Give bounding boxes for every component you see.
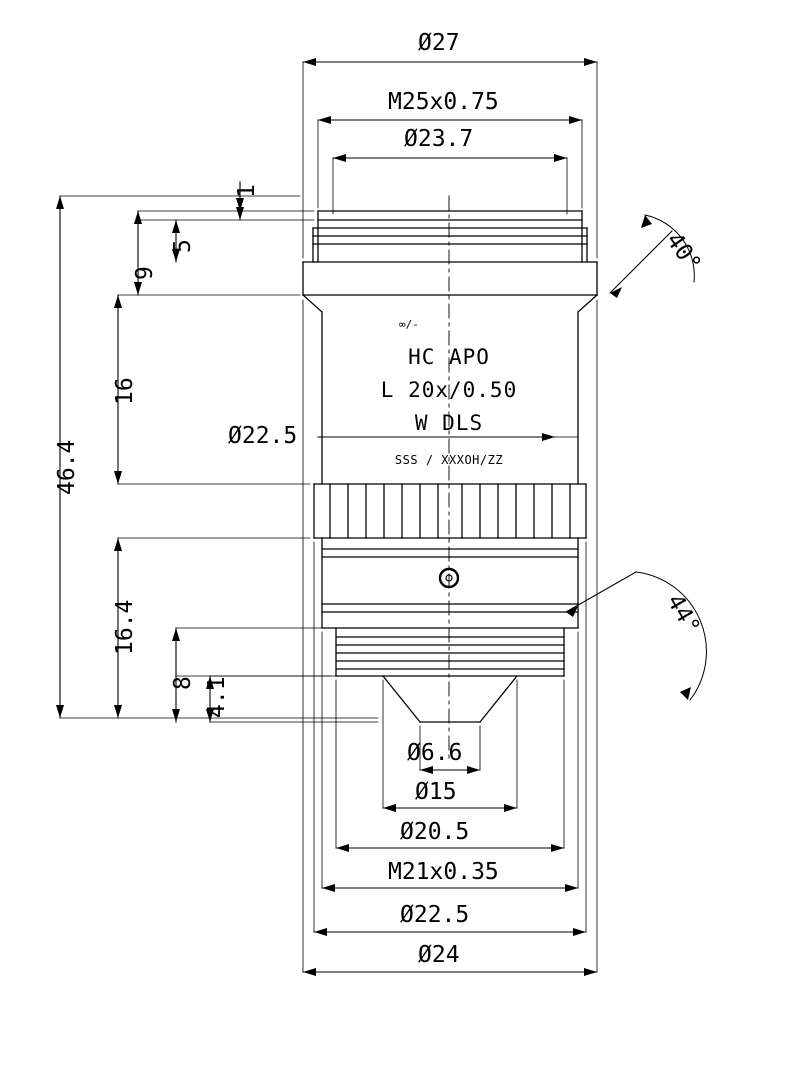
engraving-line-1: HC APO [408, 345, 490, 369]
angle-bottom-label: 44° [661, 590, 705, 639]
lower-barrel [322, 538, 578, 628]
dim-tip-height: 4.1 [204, 676, 230, 718]
dim-top-outer: Ø27 [418, 30, 460, 56]
nose-thread-section [322, 628, 578, 676]
dim-top-thread: M25x0.75 [388, 89, 499, 115]
engraving-line-2: L 20x/0.50 [380, 378, 518, 402]
dim-aperture: Ø6.6 [407, 740, 463, 766]
dim-nose-height: 8 [170, 676, 196, 690]
angle-top-label: 40° [660, 228, 706, 277]
dim-body-diameter: Ø22.5 [228, 423, 298, 449]
upper-chamfer [303, 295, 597, 312]
dim-front-lens: Ø15 [415, 779, 457, 805]
dim-lower-height: 16.4 [112, 599, 138, 655]
angle-arrowheads [566, 215, 691, 700]
dim-nose-thread: M21x0.35 [388, 859, 499, 885]
dim-shoulder-height: 9 [132, 266, 158, 280]
dim-collar-height: 5 [170, 239, 196, 253]
dim-flange-step: 1 [234, 184, 260, 198]
dim-base-diameter: Ø24 [418, 942, 460, 968]
engraving-line-4: SSS / XXXOH/ZZ [394, 453, 504, 467]
engraving-line-3: W DLS [414, 411, 484, 435]
dim-top-bore: Ø23.7 [404, 126, 474, 152]
dim-total-height: 46.4 [54, 439, 80, 495]
dim-nose-diameter: Ø20.5 [400, 819, 470, 845]
front-cone-tip [383, 676, 517, 722]
dim-body-height: 16 [112, 377, 138, 405]
dim-shoulder-diameter: Ø22.5 [400, 902, 470, 928]
top-mount-collar [313, 211, 587, 262]
engraving-infinity: ∞/- [399, 318, 419, 331]
knurled-grip-ring [314, 484, 586, 538]
upper-flange [303, 262, 597, 295]
